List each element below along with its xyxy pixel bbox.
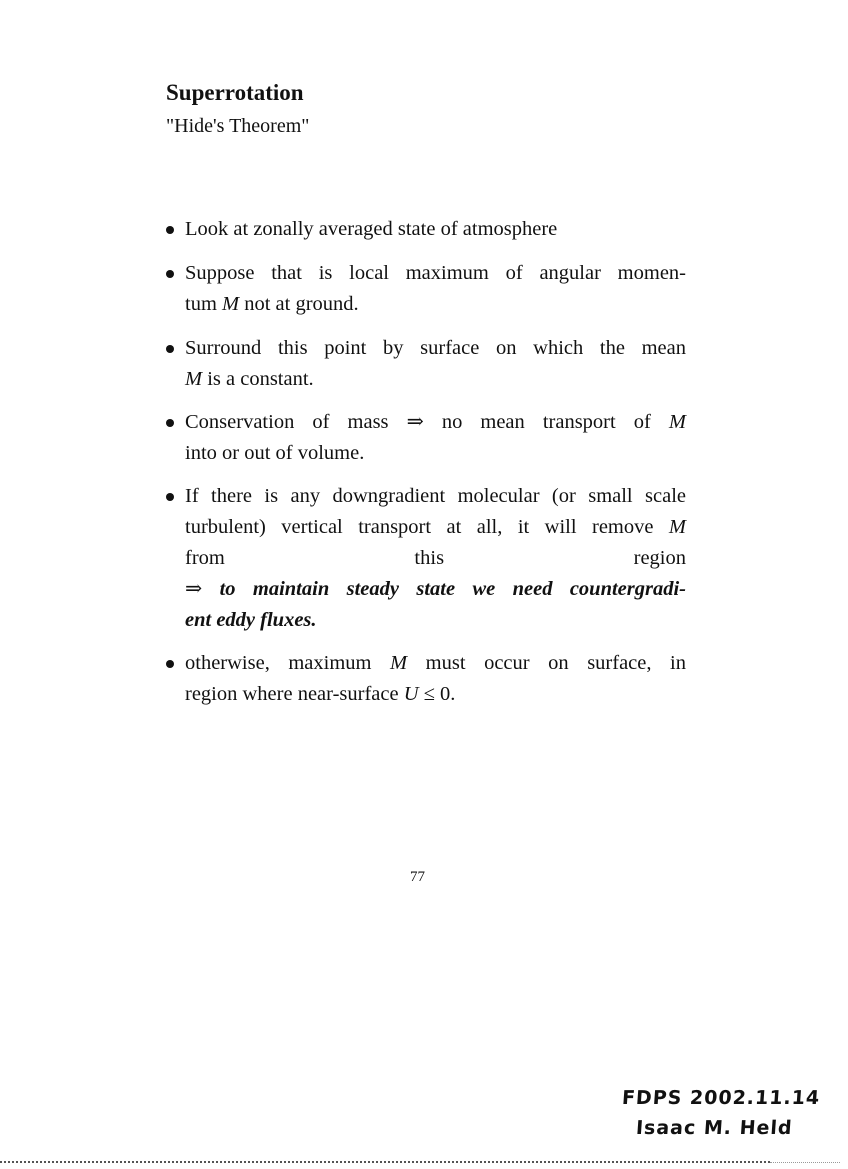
text-segment: not at ground. <box>239 293 359 315</box>
text-segment: from this region <box>185 547 686 569</box>
handwritten-signature: Isaac M. Held <box>635 1117 794 1139</box>
bullet-dot-icon <box>166 270 174 278</box>
text-segment: region where near-surface <box>185 683 404 705</box>
page-title: Superrotation <box>166 80 304 105</box>
scan-edge-line <box>0 1161 770 1163</box>
text-line <box>185 679 686 709</box>
bullet-dot-icon <box>166 226 174 234</box>
text-segment: M <box>390 652 408 674</box>
text-line <box>185 438 686 468</box>
text-line <box>185 289 686 319</box>
bullet-dot-icon <box>166 345 174 353</box>
bullet-dot-icon <box>166 493 174 501</box>
text-segment: is a constant. <box>202 368 314 390</box>
text-segment: otherwise, maximum <box>185 652 391 674</box>
text-line <box>185 481 686 511</box>
text-line <box>185 605 686 635</box>
text-line <box>185 648 686 678</box>
text-line <box>185 258 686 288</box>
text-segment: Conservation of mass ⇒ no mean transport of <box>185 411 669 433</box>
text-segment: Look at zonally averaged state of atmosphere <box>185 218 558 240</box>
text-line <box>185 543 686 573</box>
text-segment: M <box>668 516 686 538</box>
text-line <box>185 214 686 244</box>
page-number: 77 <box>410 869 425 885</box>
bullet-dot-icon <box>166 419 174 427</box>
text-segment: ent eddy fluxes. <box>185 609 317 631</box>
bullet-dot-icon <box>166 660 174 668</box>
text-segment: tum <box>185 293 223 315</box>
text-segment: Suppose that is local maximum of angular momen- <box>185 262 686 284</box>
text-segment: M <box>185 368 203 390</box>
text-line <box>185 364 686 394</box>
handwritten-note-date: FDPS 2002.11.14 <box>621 1087 821 1109</box>
text-segment: M <box>668 411 686 433</box>
text-segment: Surround this point by surface on which the mean <box>185 337 686 359</box>
text-line <box>185 333 686 363</box>
text-segment: into or out of volume. <box>185 442 365 464</box>
text-line <box>185 407 686 437</box>
text-segment: ⇒ <box>185 578 220 600</box>
text-line <box>185 512 686 542</box>
text-segment: turbulent) vertical transport at all, it will remove <box>185 516 669 538</box>
text-segment: If there is any downgradient molecular (or small scale <box>185 485 686 507</box>
text-segment: ≤ 0. <box>418 683 456 705</box>
text-segment: to maintain steady state we need countergradi- <box>219 578 686 600</box>
text-segment: must occur on surface, in <box>407 652 686 674</box>
scan-edge-line <box>770 1162 840 1163</box>
text-segment: M <box>222 293 240 315</box>
text-segment: U <box>403 683 419 705</box>
text-line <box>185 574 686 604</box>
page-subtitle: "Hide's Theorem" <box>166 115 310 137</box>
